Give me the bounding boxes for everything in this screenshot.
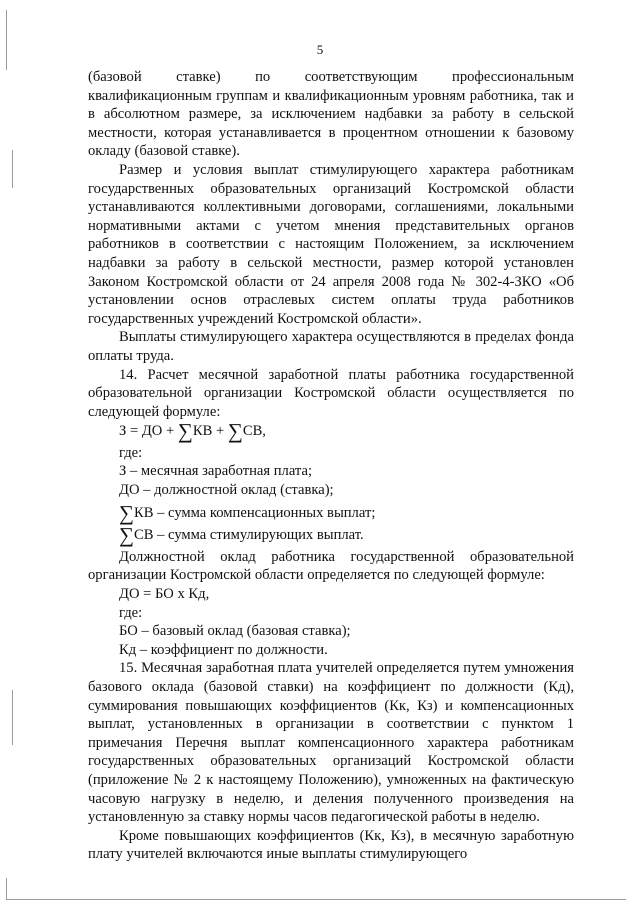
definition-do: ДО – должностной оклад (ставка); [119,482,334,499]
sum-symbol: ∑ [227,419,243,444]
scan-bottom-line [6,899,626,900]
paragraph-15-teacher-salary: 15. Месячная заработная плата учителей определяется путем умножения базового оклада (базовой ставки) на коэффициент по должности (Кд), суммирования повышающих коэффициентов (Кк, Кз) и компенсационных выплат, установленных в организации в соответствии с пунктом 1 примечания Перечня выплат компенсационного характера работникам государственных образовательных организаций Костромской области (приложение № 2 к настоящему Положению), умноженных на фактическую часовую нагрузку в неделю, и деления полученного произведения на установленную за ставку нормы часов педагогической работы в неделю. [88,660,574,826]
definition-kv [88,500,574,525]
sum-symbol: ∑ [177,419,193,444]
definition-sv [88,523,574,548]
definition-sv-text: СВ – сумма стимулирующих выплат. [133,527,364,544]
paragraph-official-salary-formula: Должностной оклад работника государственной образовательной организации Костромской области определяется по следующей формуле: [88,548,574,584]
paragraph-additional-payments: Кроме повышающих коэффициентов (Кк, Кз), в месячную заработную плату учителей включаются иные выплаты стимулирующего [88,827,574,863]
scan-margin-mark [12,690,13,745]
document-body [88,68,574,864]
definition-bo: БО – базовый оклад (базовая ставка); [119,623,351,640]
paragraph-14-salary-calculation: 14. Расчет месячной заработной платы работника государственной образовательной организации Костромской области осуществляется по следующей формуле: [88,366,574,420]
formula-term-kv: КВ + [192,423,228,440]
where-label: где: [119,444,143,461]
definition-kd: Кд – коэффициент по должности. [119,641,328,658]
formula-lhs: З = ДО + [119,423,178,440]
definition-z: З – месячная заработная плата; [119,463,313,480]
paragraph-stimulating-payments-conditions: Размер и условия выплат стимулирующего характера работникам государственных образовательных организаций Костромской области устанавливаются коллективными договорами, соглашениями, локальными нормативными актами с учетом мнения представительных органов работников в соответствии с настоящим Положением, за исключением надбавки за работу в сельской местности, размер которой установлен Законом Костромской области от 24 апреля 2008 года № 302-4-ЗКО «Об установлении основ отраслевых систем оплаты труда работников государственных учреждений Костромской области». [88,161,574,327]
paragraph-payments-within-fund: Выплаты стимулирующего характера осуществляются в пределах фонда оплаты труда. [88,329,574,364]
formula-official-salary: ДО = БО х Кд, [119,586,210,603]
where-label: где: [119,604,143,621]
sum-symbol: ∑ [119,500,134,525]
scan-margin-mark [6,878,7,900]
scan-margin-mark [6,10,7,70]
formula-monthly-salary [88,419,574,444]
paragraph-base-rate-continuation: (базовой ставке) по соответствующим профессиональным квалификационным группам и квалификационным уровням работника, так и в абсолютном размере, за исключением надбавки за работу в сельской местности, которая устанавливается в процентном отношении к базовому окладу (базовой ставке). [88,69,574,160]
page-number: 5 [316,42,324,57]
formula-term-sv: СВ, [242,423,266,440]
sum-symbol: ∑ [119,523,134,548]
definition-kv-text: КВ – сумма компенсационных выплат; [133,504,376,521]
scan-margin-mark [12,150,13,188]
